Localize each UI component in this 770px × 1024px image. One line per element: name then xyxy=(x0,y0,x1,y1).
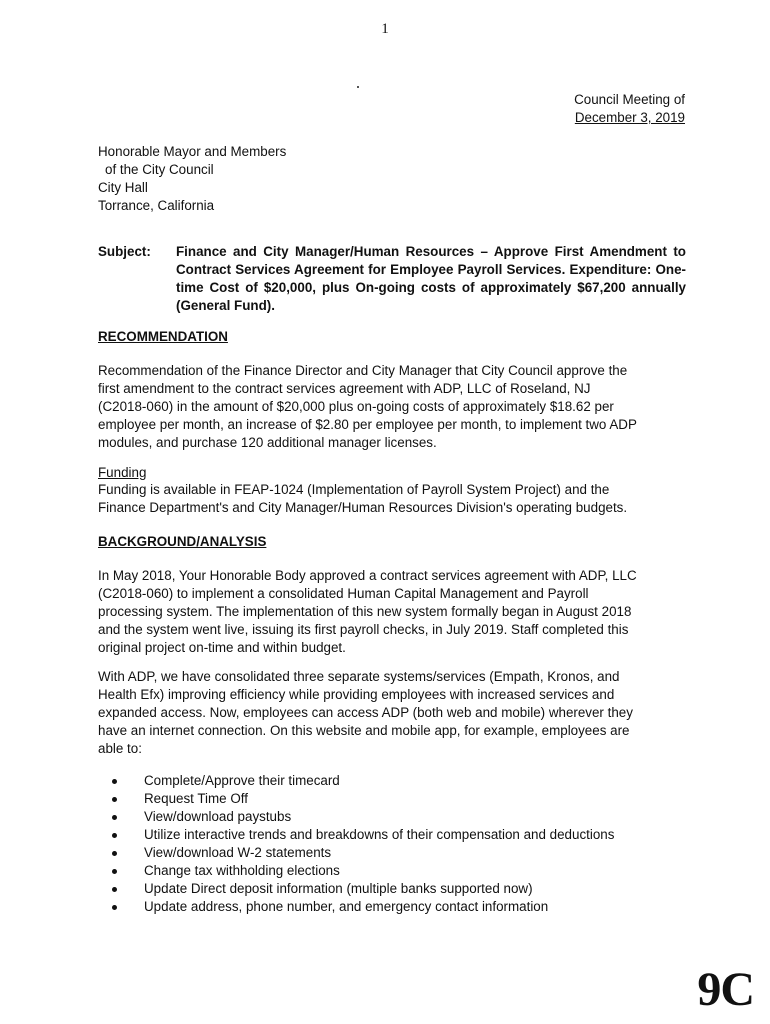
scan-speck xyxy=(357,86,359,88)
background-paragraph-2 xyxy=(98,668,688,758)
list-item xyxy=(112,844,614,862)
paragraph-line: Finance Department's and City Manager/Human Resources Division's operating budgets. xyxy=(98,500,628,515)
bullet-icon xyxy=(112,905,117,910)
paragraph-line: In May 2018, Your Honorable Body approved a contract services agreement with ADP, LLC xyxy=(98,568,637,583)
bullet-icon xyxy=(112,779,117,784)
list-item-text: View/download W-2 statements xyxy=(144,845,332,860)
paragraph-line: original project on-time and within budget. xyxy=(98,640,346,655)
paragraph-line: (C2018-060) to implement a consolidated Human Capital Management and Payroll xyxy=(98,586,589,601)
funding-heading: Funding xyxy=(98,465,147,480)
paragraph-line: (C2018-060) in the amount of $20,000 plus on-going costs of approximately $18.62 per xyxy=(98,399,614,414)
paragraph-line: employee per month, an increase of $2.80 per employee per month, to implement two ADP xyxy=(98,417,637,432)
agenda-item-stamp: 9C xyxy=(697,963,754,1016)
background-paragraph-1 xyxy=(98,567,688,657)
background-heading: BACKGROUND/ANALYSIS xyxy=(98,534,267,549)
recommendation-heading: RECOMMENDATION xyxy=(98,329,228,344)
paragraph-line: Health Efx) improving efficiency while providing employees with increased services and xyxy=(98,687,615,702)
paragraph-line: and the system went live, issuing its first payroll checks, in July 2019. Staff completed this xyxy=(98,622,629,637)
list-item-text: Utilize interactive trends and breakdowns of their compensation and deductions xyxy=(144,827,615,842)
bullet-icon xyxy=(112,833,117,838)
list-item-text: Request Time Off xyxy=(144,791,248,806)
list-item xyxy=(112,862,614,880)
paragraph-line: have an internet connection. On this website and mobile app, for example, employees are xyxy=(98,723,630,738)
bullet-icon xyxy=(112,797,117,802)
capabilities-list xyxy=(112,772,614,916)
paragraph-line: able to: xyxy=(98,741,142,756)
funding-paragraph xyxy=(98,481,688,517)
paragraph-line: processing system. The implementation of this new system formally began in August 2018 xyxy=(98,604,632,619)
list-item-text: Update address, phone number, and emergency contact information xyxy=(144,899,549,914)
list-item xyxy=(112,898,614,916)
address-line-3: City Hall xyxy=(98,180,148,195)
list-item xyxy=(112,772,614,790)
paragraph-line: Funding is available in FEAP-1024 (Implementation of Payroll System Project) and the xyxy=(98,482,610,497)
recommendation-paragraph xyxy=(98,362,688,452)
subject-text: Finance and City Manager/Human Resources – Approve First Amendment to Contract Services Agreement for Employee Payroll Services. Expenditure: One-time Cost of $20,000, plus On-going costs of approximately $67,200 annually (General Fund). xyxy=(176,244,686,313)
bullet-icon xyxy=(112,815,117,820)
list-item-text: Complete/Approve their timecard xyxy=(144,773,340,788)
list-item xyxy=(112,808,614,826)
paragraph-line: expanded access. Now, employees can access ADP (both web and mobile) wherever they xyxy=(98,705,633,720)
bullet-icon xyxy=(112,869,117,874)
list-item xyxy=(112,790,614,808)
paragraph-line: first amendment to the contract services agreement with ADP, LLC of Roseland, NJ xyxy=(98,381,591,396)
address-line-4: Torrance, California xyxy=(98,198,215,213)
meeting-date: December 3, 2019 xyxy=(574,110,685,125)
meeting-date-block xyxy=(574,91,685,127)
page-number: 1 xyxy=(381,21,389,37)
bullet-icon xyxy=(112,851,117,856)
meeting-label: Council Meeting of xyxy=(574,92,685,107)
list-item-text: Change tax withholding elections xyxy=(144,863,340,878)
list-item xyxy=(112,826,614,844)
address-block xyxy=(98,143,286,215)
paragraph-line: With ADP, we have consolidated three separate systems/services (Empath, Kronos, and xyxy=(98,669,620,684)
address-line-1: Honorable Mayor and Members xyxy=(98,144,287,159)
list-item xyxy=(112,880,614,898)
list-item-text: Update Direct deposit information (multiple banks supported now) xyxy=(144,881,533,896)
paragraph-line: Recommendation of the Finance Director and City Manager that City Council approve the xyxy=(98,363,628,378)
bullet-icon xyxy=(112,887,117,892)
paragraph-line: modules, and purchase 120 additional manager licenses. xyxy=(98,435,437,450)
subject-label: Subject: xyxy=(98,244,151,259)
address-line-2: of the City Council xyxy=(105,162,214,177)
list-item-text: View/download paystubs xyxy=(144,809,292,824)
